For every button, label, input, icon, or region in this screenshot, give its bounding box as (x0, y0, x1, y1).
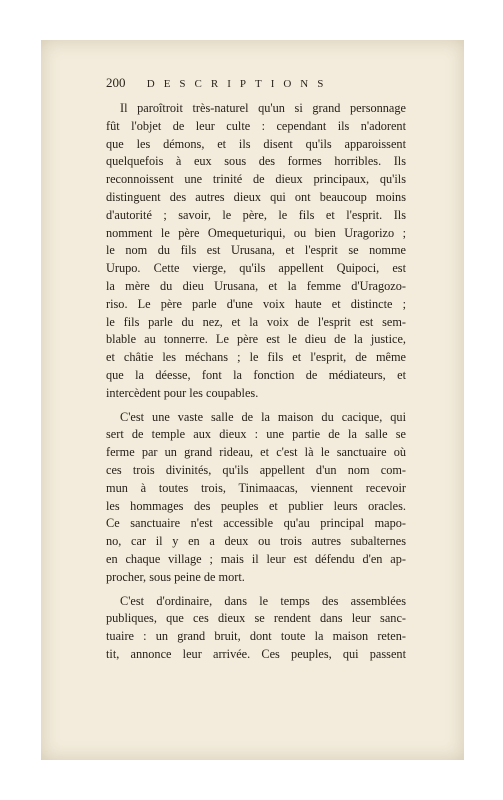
paragraph (106, 100, 406, 403)
text-line: tuaire : un grand bruit, dont toute la maison reten- (106, 629, 406, 644)
running-title: DESCRIPTIONS (146, 78, 333, 90)
text-line: fût l'objet de leur culte : cependant ils n'adorent (106, 118, 406, 133)
text-line: en chaque village ; mais il leur est défendu d'en ap- (106, 551, 406, 566)
text-line: le nom du fils est Urusana, et l'esprit se nomme (106, 243, 406, 258)
text-line: mun à toutes trois, Tinimaacas, viennent recevoir (106, 480, 406, 495)
text-line: d'autorité ; savoir, le père, le fils et l'esprit. Ils (106, 207, 406, 222)
text-line: intercèdent pour les coupables. (106, 385, 259, 400)
text-line: ces trois divinités, qu'ils appellent d'un nom com- (106, 462, 406, 477)
text-line: Urupo. Cette vierge, qu'ils appellent Quipoci, est (106, 261, 406, 276)
text-line: nomment le père Omequeturiqui, ou bien Uragorizo ; (106, 225, 406, 240)
page-header (106, 75, 332, 91)
text-line: et châtie les méchans ; le fils et l'esprit, de même (106, 350, 406, 365)
text-line: que la déesse, font la fonction de médiateurs, et (106, 367, 406, 382)
text-line: distinguent des autres dieux qui ont beaucoup moins (106, 189, 406, 204)
body-text (106, 100, 406, 664)
text-line: sert de temple aux dieux : une partie de la salle se (106, 427, 406, 442)
paragraph (106, 409, 406, 587)
text-line: blable au tonnerre. Le père est le dieu de la justice, (106, 332, 406, 347)
text-line: que les démons, et ils disent qu'ils apparoissent (106, 136, 406, 151)
text-line: reconnoissent une trinité de dieux principaux, qu'ils (106, 172, 406, 187)
text-line: ferme par un grand rideau, et c'est là le sanctuaire où (106, 445, 406, 460)
text-line: Ce sanctuaire n'est accessible qu'au principal mapo- (106, 516, 406, 531)
text-line: riso. Le père parle d'une voix haute et distincte ; (106, 296, 406, 311)
text-line: C'est d'ordinaire, dans le temps des assemblées (120, 593, 406, 608)
book-page (41, 40, 464, 760)
text-line: la mère du dieu Urusana, et la femme d'Uragozo- (106, 278, 406, 293)
text-line: les hommages des peuples et publier leurs oracles. (106, 498, 406, 513)
text-line: procher, sous peine de mort. (106, 569, 245, 584)
page-number: 200 (106, 75, 126, 90)
text-line: C'est une vaste salle de la maison du cacique, qui (120, 409, 406, 424)
text-line: Il paroîtroit très-naturel qu'un si grand personnage (120, 101, 406, 115)
text-line: publiques, que ces dieux se rendent dans leur sanc- (106, 611, 406, 626)
text-line: no, car il y en a deux ou trois autres subalternes (106, 534, 406, 549)
paragraph (106, 593, 406, 664)
text-line: le fils parle du nez, et la voix de l'esprit est sem- (106, 314, 406, 329)
text-line: tit, annonce leur arrivée. Ces peuples, qui passent (106, 646, 406, 661)
text-line: quelquefois à eux sous des formes horribles. Ils (106, 154, 406, 169)
